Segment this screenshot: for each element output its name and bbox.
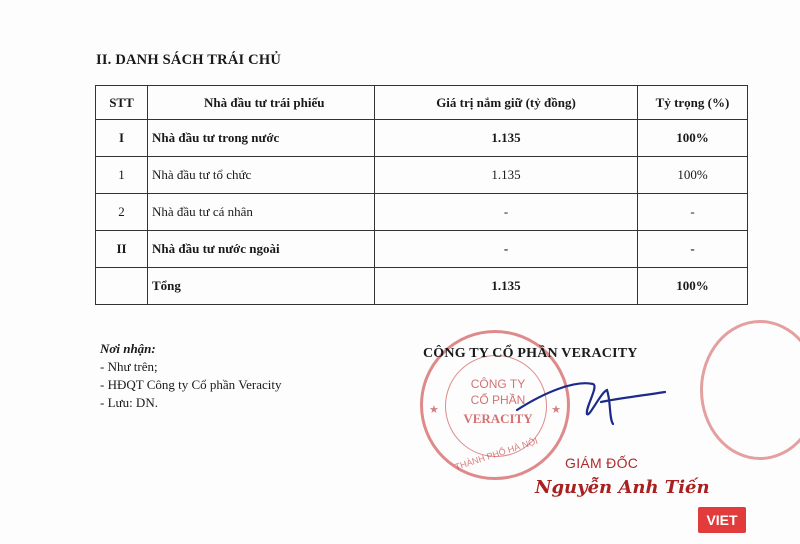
row-ratio: - bbox=[638, 194, 748, 231]
stamp-star-icon: ★ bbox=[551, 404, 561, 416]
viet-logo: VIET bbox=[698, 507, 746, 533]
recipients-heading: Nơi nhận: bbox=[100, 341, 156, 356]
handwritten-signature bbox=[515, 362, 675, 432]
row-ratio: 100% bbox=[638, 120, 748, 157]
section-title: II. DANH SÁCH TRÁI CHỦ bbox=[96, 52, 282, 68]
row-investor: Nhà đầu tư tổ chức bbox=[148, 157, 375, 194]
row-stt: II bbox=[96, 231, 148, 268]
table-row bbox=[96, 231, 748, 268]
row-investor: Tổng bbox=[148, 268, 375, 305]
row-stt bbox=[96, 268, 148, 305]
header-investor: Nhà đầu tư trái phiếu bbox=[148, 86, 375, 120]
stamp-city: THÀNH PHỐ HÀ NỘI bbox=[453, 435, 539, 473]
recipients-block bbox=[100, 340, 282, 412]
bondholder-table bbox=[95, 85, 748, 305]
row-value: - bbox=[375, 231, 638, 268]
row-value: 1.135 bbox=[375, 268, 638, 305]
recipient-item: - HĐQT Công ty Cổ phần Veracity bbox=[100, 377, 282, 392]
stamp-text-line: CÔNG TY bbox=[470, 377, 526, 391]
row-investor: Nhà đầu tư cá nhân bbox=[148, 194, 375, 231]
recipient-item: - Lưu: DN. bbox=[100, 395, 158, 410]
header-stt: STT bbox=[96, 86, 148, 120]
partial-stamp bbox=[700, 320, 800, 460]
row-stt: 2 bbox=[96, 194, 148, 231]
row-investor: Nhà đầu tư trong nước bbox=[148, 120, 375, 157]
row-value: - bbox=[375, 194, 638, 231]
recipient-item: - Như trên; bbox=[100, 359, 158, 374]
table-total-row bbox=[96, 268, 748, 305]
header-ratio: Tỷ trọng (%) bbox=[638, 86, 748, 120]
row-ratio: 100% bbox=[638, 157, 748, 194]
signer-name: Nguyễn Anh Tiến bbox=[535, 477, 710, 498]
stamp-company-name: VERACITY bbox=[463, 411, 533, 426]
row-investor: Nhà đầu tư nước ngoài bbox=[148, 231, 375, 268]
row-ratio: - bbox=[638, 231, 748, 268]
company-name: CÔNG TY CỔ PHẦN VERACITY bbox=[423, 346, 638, 361]
row-stt: I bbox=[96, 120, 148, 157]
row-value: 1.135 bbox=[375, 157, 638, 194]
header-value: Giá trị nắm giữ (tỷ đồng) bbox=[375, 86, 638, 120]
table-row bbox=[96, 194, 748, 231]
table-row bbox=[96, 157, 748, 194]
signer-role: GIÁM ĐỐC bbox=[565, 455, 639, 471]
row-value: 1.135 bbox=[375, 120, 638, 157]
table-row bbox=[96, 120, 748, 157]
row-ratio: 100% bbox=[638, 268, 748, 305]
stamp-text-line: CỔ PHẦN bbox=[470, 393, 526, 407]
stamp-star-icon: ★ bbox=[429, 404, 439, 416]
row-stt: 1 bbox=[96, 157, 148, 194]
table-header-row bbox=[96, 86, 748, 120]
